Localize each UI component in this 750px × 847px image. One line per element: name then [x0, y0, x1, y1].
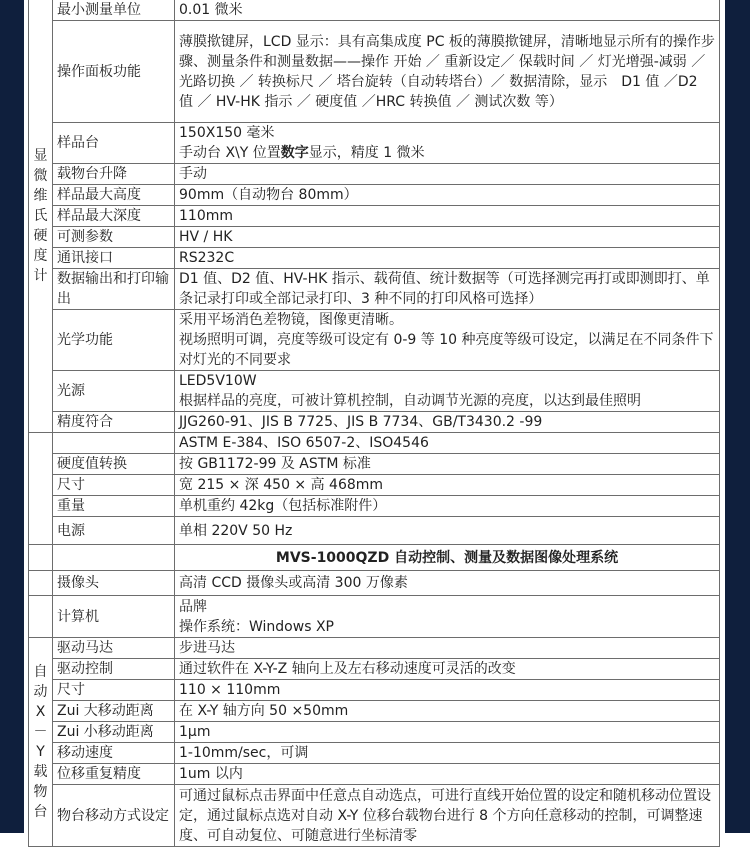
row-value: 按 GB1172-99 及 ASTM 标准	[175, 454, 720, 475]
table-row	[29, 722, 720, 743]
section-header-row	[29, 545, 720, 571]
row-value: RS232C	[175, 248, 720, 269]
value-text: 显示，精度 1 微米	[308, 145, 425, 161]
table-row	[29, 0, 720, 21]
row-label	[53, 433, 175, 454]
value-line: 150X150 毫米	[179, 125, 275, 141]
value-line: 操作系统：Windows XP	[179, 618, 334, 635]
row-label: 操作面板功能	[53, 21, 175, 123]
row-value: 单相 220V 50 Hz	[175, 517, 720, 545]
section-title: MVS-1000QZD 自动控制、测量及数据图像处理系统	[175, 545, 720, 571]
row-label: 驱动控制	[53, 659, 175, 680]
row-label: 样品台	[53, 123, 175, 164]
side-cell-blank	[29, 545, 53, 571]
table-row	[29, 680, 720, 701]
value-line: 视场照明可调，亮度等级可设定有 0-9 等 10 种亮度等级可设定，以满足在不同条件下对灯光的不同要求	[179, 332, 714, 368]
row-label: 硬度值转换	[53, 454, 175, 475]
row-value: 单机重约 42kg（包括标准附件）	[175, 496, 720, 517]
table-row	[29, 371, 720, 412]
row-value: 1-10mm/sec，可调	[175, 743, 720, 764]
row-value	[175, 123, 720, 164]
value-line	[179, 143, 715, 163]
row-value: HV / HK	[175, 227, 720, 248]
table-row	[29, 269, 720, 310]
side-label-hardness-tester: 显微维氏硬度计	[29, 0, 53, 433]
row-label: 移动速度	[53, 743, 175, 764]
value-line: 采用平场消色差物镜，图像更清晰。	[179, 312, 403, 328]
row-label: 尺寸	[53, 680, 175, 701]
row-value: JJG260-91、JIS B 7725、JIS B 7734、GB/T3430.2 -99	[175, 412, 720, 433]
row-value: 步进马达	[175, 638, 720, 659]
table-row	[29, 206, 720, 227]
row-label-blank	[53, 545, 175, 571]
table-row	[29, 454, 720, 475]
row-value: 90mm（自动物台 80mm）	[175, 185, 720, 206]
table-row	[29, 475, 720, 496]
table-row	[29, 185, 720, 206]
table-row	[29, 764, 720, 785]
row-value	[175, 371, 720, 412]
table-row	[29, 785, 720, 847]
side-cell-blank	[29, 596, 53, 638]
row-label: 可测参数	[53, 227, 175, 248]
row-value: D1 值、D2 值、HV-HK 指示、载荷值、统计数据等（可选择测完再打或即测即打、单条记录打印或全部记录打印、3 种不同的打印风格可选择）	[175, 269, 720, 310]
value-line: 根据样品的亮度，可被计算机控制，自动调节光源的亮度，以达到最佳照明	[179, 393, 641, 409]
spec-table	[28, 0, 720, 847]
row-label: Zui 大移动距离	[53, 701, 175, 722]
row-label: 样品最大深度	[53, 206, 175, 227]
table-row	[29, 517, 720, 545]
row-value	[175, 310, 720, 371]
side-label-auto-stage: 自动X－Y载物台	[29, 638, 53, 847]
table-row	[29, 248, 720, 269]
table-row	[29, 310, 720, 371]
table-row	[29, 164, 720, 185]
row-value: 宽 215 × 深 450 × 高 468mm	[175, 475, 720, 496]
table-row	[29, 412, 720, 433]
row-value: 1um 以内	[175, 764, 720, 785]
row-label: 计算机	[53, 596, 175, 638]
value-text: 手动台 X\Y 位置	[179, 145, 281, 161]
right-border-bar	[725, 0, 750, 833]
table-row	[29, 227, 720, 248]
row-label: 通讯接口	[53, 248, 175, 269]
row-label: 电源	[53, 517, 175, 545]
row-label: 光源	[53, 371, 175, 412]
row-value: 高清 CCD 摄像头或高清 300 万像素	[175, 571, 720, 596]
table-row	[29, 701, 720, 722]
row-label: 精度符合	[53, 412, 175, 433]
row-label: Zui 小移动距离	[53, 722, 175, 743]
left-border-bar	[0, 0, 24, 833]
row-value: 1μm	[175, 722, 720, 743]
table-row	[29, 496, 720, 517]
value-bold-text: 数字	[280, 145, 309, 161]
table-row	[29, 743, 720, 764]
row-label: 位移重复精度	[53, 764, 175, 785]
row-label: 数据输出和打印输出	[53, 269, 175, 310]
table-row	[29, 638, 720, 659]
table-row	[29, 596, 720, 638]
row-label: 物台移动方式设定	[53, 785, 175, 847]
row-value: 110 × 110mm	[175, 680, 720, 701]
row-value: 通过软件在 X-Y-Z 轴向上及左右移动速度可灵活的改变	[175, 659, 720, 680]
value-line: LED5V10W	[179, 373, 257, 389]
row-value: 薄膜揿键屏，LCD 显示：具有高集成度 PC 板的薄膜揿键屏，清晰地显示所有的操作步骤、测量条件和测量数据——操作 开始 ／ 重新设定／ 保载时间 ／ 灯光增强-减弱 ／ 光路切换 ／ 转换标尺 ／ 塔台旋转（自动转塔台）／ 数据清除，显示 D1 值 ／D2 值 ／ HV-HK 指示 ／ 硬度值 ／HRC 转换值 ／ 测试次数 等）	[175, 21, 720, 123]
row-label: 重量	[53, 496, 175, 517]
row-label: 摄像头	[53, 571, 175, 596]
table-row	[29, 571, 720, 596]
table-row	[29, 433, 720, 454]
row-value: 110mm	[175, 206, 720, 227]
row-label: 最小测量单位	[53, 0, 175, 21]
row-label: 尺寸	[53, 475, 175, 496]
row-label: 样品最大高度	[53, 185, 175, 206]
table-row	[29, 21, 720, 123]
table-row	[29, 123, 720, 164]
row-value: 0.01 微米	[175, 0, 720, 21]
row-label: 驱动马达	[53, 638, 175, 659]
row-value: ASTM E-384、ISO 6507-2、ISO4546	[175, 433, 720, 454]
row-value: 可通过鼠标点击界面中任意点自动选点，可进行直线开始位置的设定和随机移动位置设定，通过鼠标点选对自动 X-Y 位移台载物台进行 8 个方向任意移动的控制，可调整速度、可自动复位、可随意进行坐标清零	[175, 785, 720, 847]
row-value: 在 X-Y 轴方向 50 ×50mm	[175, 701, 720, 722]
side-label-blank	[29, 433, 53, 545]
side-cell-blank	[29, 571, 53, 596]
table-row	[29, 659, 720, 680]
row-label: 载物台升降	[53, 164, 175, 185]
row-value	[175, 596, 720, 638]
row-label: 光学功能	[53, 310, 175, 371]
row-value: 手动	[175, 164, 720, 185]
value-line: 品牌	[179, 598, 207, 615]
